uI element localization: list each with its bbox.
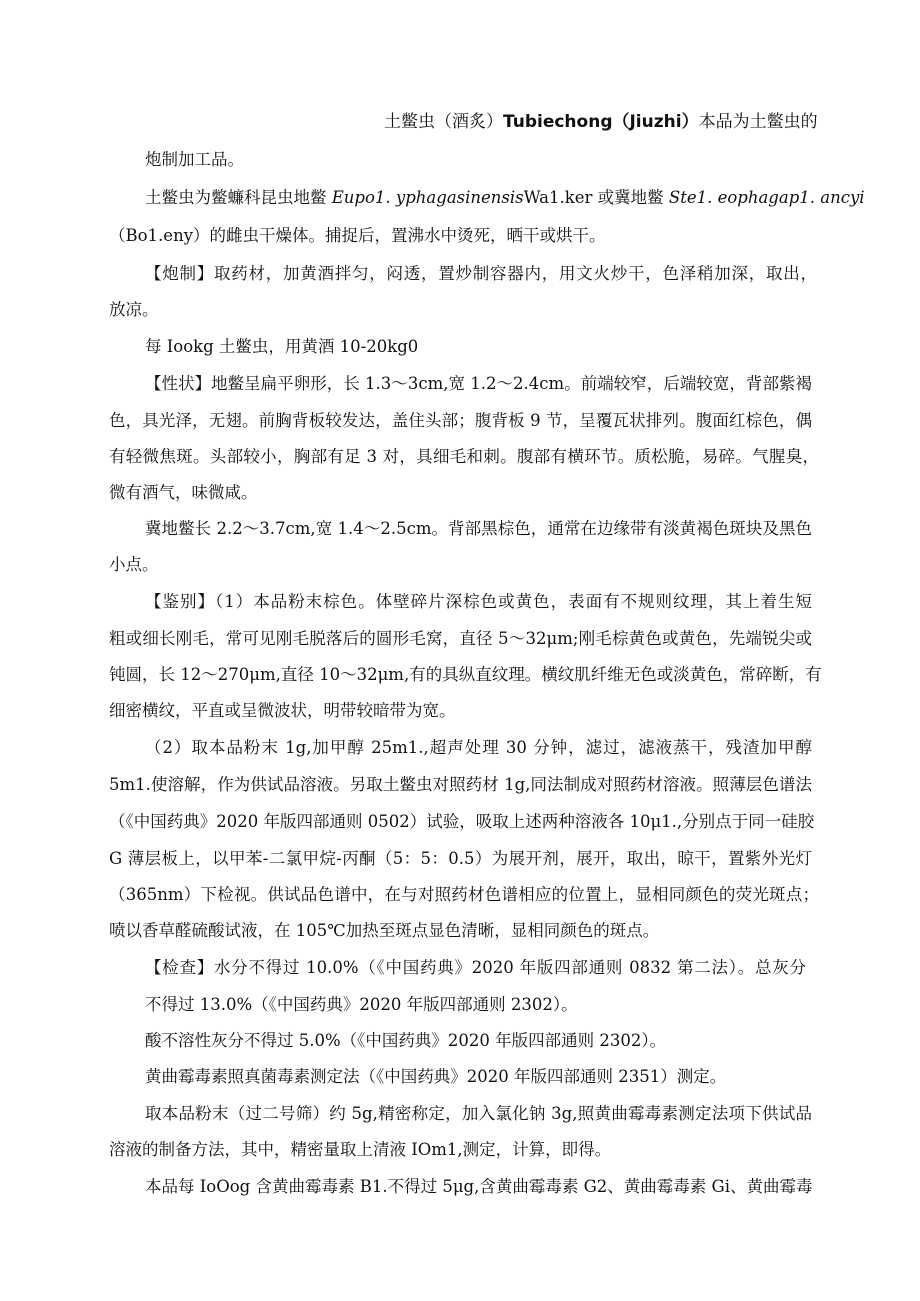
text-line: （《中国药典》2020 年版四部通则 0502）试验，吸取上述两种溶液各 10μ1.,分别点于同一硅胶 — [109, 812, 815, 831]
title-cn: 土鳖虫（酒炙） — [384, 112, 503, 132]
text-line: 小点。 — [109, 555, 159, 574]
text-line: 【性状】地鳖呈扁平卵形，长 1.3～3cm,宽 1.2～2.4cm。前端较窄，后端较宽，背部紫褐 — [145, 374, 812, 393]
text-line: 色，具光泽，无翅。前胸背板较发达，盖住头部；腹背板 9 节，呈覆瓦状排列。腹面红棕色，偶 — [109, 411, 812, 430]
text-line: 本品每 IoOog 含黄曲霉毒素 B1.不得过 5μg,含黄曲霉毒素 G2、黄曲霉毒素 Gi、黄曲霉毒 — [145, 1177, 813, 1196]
text-line: 细密横纹，平直或呈微波状，明带较暗带为宽。 — [109, 701, 456, 720]
text-line: 黄曲霉毒素照真菌毒素测定法（《中国药典》2020 年版四部通则 2351）测定。 — [145, 1067, 727, 1086]
latin-name: Eupo1. yphagasinensis — [331, 188, 524, 207]
text-line: （2）取本品粉末 1g,加甲醇 25m1.,超声处理 30 分钟，滤过，滤液蒸干，残渣加甲醇 — [145, 738, 812, 757]
latin-name: Ste1. eophagap1. ancyi — [668, 188, 865, 207]
text-line: 放凉。 — [109, 300, 159, 319]
text-line: 钝圆，长 12～270μm,直径 10～32μm,有的具纵直纹理。横纹肌纤维无色或淡黄色，常碎断，有 — [109, 665, 822, 684]
text-line: 粗或细长刚毛，常可见刚毛脱落后的圆形毛窝，直径 5～32μm;刚毛棕黄色或黄色，先端锐尖或 — [109, 629, 812, 648]
monograph-title — [384, 110, 818, 134]
text-line: 5m1.使溶解，作为供试品溶液。另取土鳖虫对照药材 1g,同法制成对照药材溶液。照薄层色谱法 — [109, 775, 812, 794]
text-line: 【检查】水分不得过 10.0%（《中国药典》2020 年版四部通则 0832 第二法）。总灰分 — [145, 958, 806, 977]
title-rest: 本品为土鳖虫的 — [698, 112, 818, 132]
text-line: 喷以香草醛硫酸试液，在 105℃加热至斑点显色清晰，显相同颜色的斑点。 — [109, 921, 660, 940]
text-line: 炮制加工品。 — [145, 150, 244, 169]
text-line: 【炮制】取药材，加黄酒拌匀，闷透，置炒制容器内，用文火炒干，色泽稍加深，取出， — [145, 264, 817, 283]
text-line: 每 Iookg 土鳖虫，用黄酒 10-20kg0 — [145, 337, 419, 356]
text-line: 酸不溶性灰分不得过 5.0%（《中国药典》2020 年版四部通则 2302）。 — [145, 1031, 667, 1050]
text-line: 微有酒气，味微咸。 — [109, 483, 258, 502]
text-line: 溶液的制备方法，其中，精密量取上清液 IOm1,测定，计算，即得。 — [109, 1140, 612, 1159]
text-line: （Bo1.eny）的雌虫干燥体。捕捉后，置沸水中烫死，晒干或烘干。 — [109, 226, 606, 245]
text-line: 不得过 13.0%（《中国药典》2020 年版四部通则 2302）。 — [145, 995, 578, 1014]
text-line: G 薄层板上，以甲苯-二氯甲烷-丙酮（5：5：0.5）为展开剂，展开，取出，晾干，置紫外光灯 — [109, 849, 812, 868]
text-line: 【鉴别】（1）本品粉末棕色。体壁碎片深棕色或黄色，表面有不规则纹理，其上着生短 — [145, 592, 812, 611]
text-line-species: 土鳖虫为鳖蠊科昆虫地鳖 Eupo1. yphagasinensisWa1.ker 或冀地鳖 Ste1. eophagap1. ancyi — [145, 188, 865, 207]
text-line: 取本品粉末（过二号筛）约 5g,精密称定，加入氯化钠 3g,照黄曲霉毒素测定法项下供试品 — [145, 1104, 812, 1123]
text-line: 有轻微焦斑。头部较小，胸部有足 3 对，具细毛和刺。腹部有横环节。质松脆，易碎。气腥臭， — [109, 447, 819, 466]
text-line: （365nm）下检视。供试品色谱中，在与对照药材色谱相应的位置上，显相同颜色的荧光斑点； — [109, 885, 819, 904]
text-line: 冀地鳖长 2.2～3.7cm,宽 1.4～2.5cm。背部黑棕色，通常在边缘带有淡黄褐色斑块及黑色 — [145, 519, 812, 538]
title-pinyin: Tubiechong（Jiuzhi） — [503, 112, 699, 132]
